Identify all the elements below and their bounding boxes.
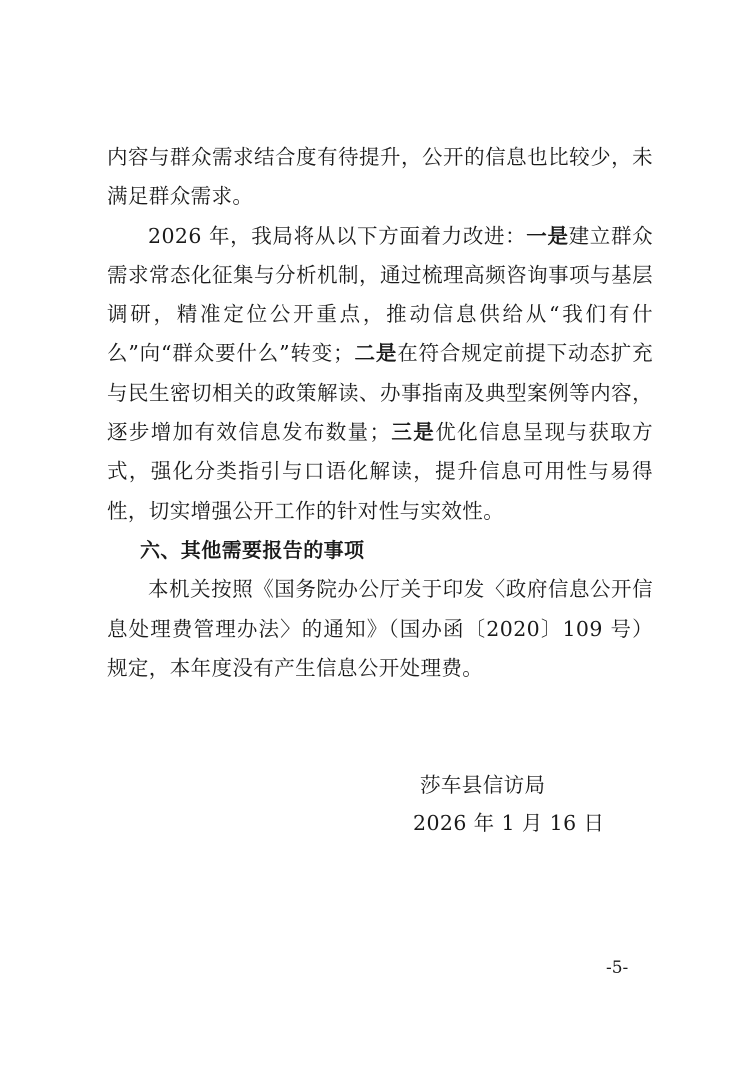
- paragraph-processing-fee: 本机关按照《国务院办公厅关于印发〈政府信息公开信息处理费管理办法〉的通知》（国办函〔2020〕109 号）规定，本年度没有产生信息公开处理费。: [107, 577, 653, 680]
- point-two-text: 在符合规定前提下动态扩充与民生密切相关的政策解读、办事指南及典型案例等内容，逐步增加有效信息发布数量；: [107, 341, 653, 445]
- signature-date: 2026 年 1 月 16 日: [413, 811, 605, 835]
- paragraph-continuation: 内容与群众需求结合度有待提升，公开的信息也比较少，未满足群众需求。: [107, 145, 653, 209]
- point-three-text: 优化信息呈现与获取方式，强化分类指引与口语化解读，提升信息可用性与易得性，切实增强公开工作的针对性与实效性。: [107, 420, 654, 523]
- point-one-text: 建立群众需求常态化征集与分析机制，通过梳理高频咨询事项与基层调研，精准定位公开重点，推动信息供给从“我们有什么”向“群众要什么”转变；: [107, 223, 653, 366]
- page-number: -5-: [606, 958, 629, 978]
- document-body: [107, 138, 653, 688]
- point-one-label: 一是: [526, 223, 569, 248]
- signature-org: 莎车县信访局: [420, 773, 546, 797]
- point-two-label: 二是: [354, 341, 398, 366]
- point-three-label: 三是: [390, 420, 436, 445]
- improvement-intro: 2026 年，我局将从以下方面着力改进：: [148, 223, 527, 248]
- paragraph-improvements: [107, 217, 653, 531]
- section-heading-other-matters: 六、其他需要报告的事项: [140, 537, 365, 562]
